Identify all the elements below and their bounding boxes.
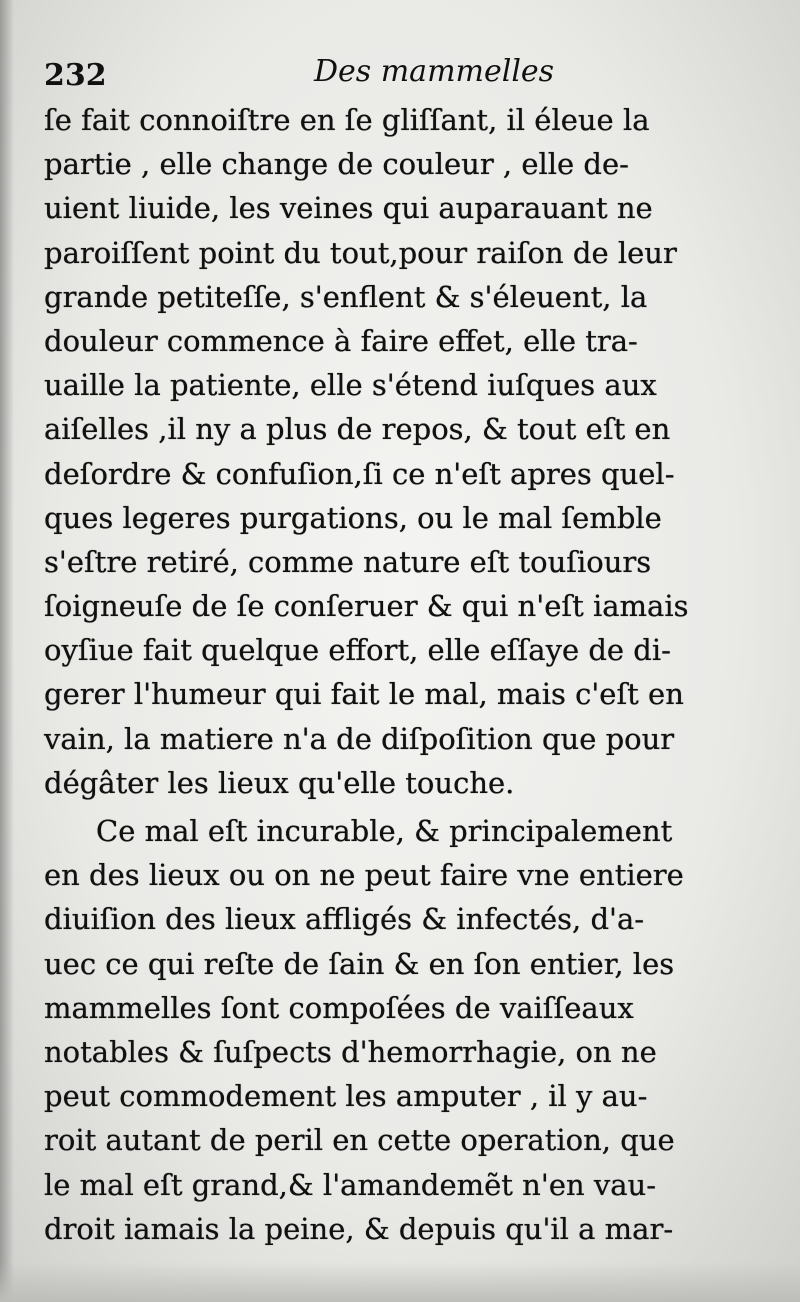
body-text bbox=[44, 98, 750, 1251]
text-line: ſe fait connoiſtre en ſe gliſſant, il éleue la bbox=[44, 103, 650, 137]
text-line: douleur commence à faire effet, elle tra- bbox=[44, 323, 638, 358]
page-header bbox=[44, 48, 744, 98]
page-bottom-shadow bbox=[0, 1262, 800, 1302]
text-line: vain, la matiere n'a de diſpoſition que pour bbox=[44, 721, 675, 756]
text-line: uaille la patiente, elle s'étend iuſques aux bbox=[44, 368, 657, 403]
text-line: deſordre & confuſion,ſi ce n'eſt apres quel- bbox=[44, 456, 675, 491]
text-line: oyſiue fait quelque effort, elle eſſaye de di- bbox=[44, 633, 671, 668]
page-edge-shadow bbox=[0, 0, 14, 1302]
text-line: peut commodement les amputer , il y au- bbox=[44, 1079, 648, 1114]
text-line: paroiſſent point du tout,pour raiſon de leur bbox=[44, 235, 677, 270]
text-line: droit iamais la peine, & depuis qu'il a mar- bbox=[44, 1211, 674, 1246]
text-line: notables & ſuſpects d'hemorrhagie, on ne bbox=[44, 1034, 657, 1069]
text-line: le mal eſt grand,& l'amandemẽt n'en vau- bbox=[44, 1167, 657, 1202]
text-line: gerer l'humeur qui fait le mal, mais c'eſt en bbox=[44, 677, 684, 712]
text-line: roit autant de peril en cette operation, que bbox=[44, 1123, 675, 1158]
text-line: ſoigneuſe de ſe conſeruer & qui n'eſt iamais bbox=[44, 589, 689, 624]
page-number: 232 bbox=[44, 58, 107, 93]
text-line: dégâter les lieux qu'elle touche. bbox=[44, 765, 515, 800]
text-line: aiſelles ,il ny a plus de repos, & tout eſt en bbox=[44, 412, 671, 447]
text-line: mammelles ſont compoſées de vaiſſeaux bbox=[44, 990, 634, 1025]
text-line: en des lieux ou on ne peut faire vne entiere bbox=[44, 858, 684, 893]
text-line: ques legeres purgations, ou le mal ſemble bbox=[44, 500, 662, 535]
text-line: s'eſtre retiré, comme nature eſt touſiours bbox=[44, 544, 652, 579]
text-line: uec ce qui reſte de ſain & en ſon entier, les bbox=[44, 946, 675, 981]
text-line: grande petiteſſe, s'enflent & s'éleuent, la bbox=[44, 279, 648, 314]
text-line: Ce mal eſt incurable, & principalement bbox=[96, 814, 673, 848]
paragraph-1 bbox=[44, 98, 750, 805]
text-line: diuiſion des lieux affligés & infectés, d'a- bbox=[44, 902, 645, 937]
text-line: uient liuide, les veines qui auparauant ne bbox=[44, 191, 653, 226]
running-title: Des mammelles bbox=[314, 54, 555, 89]
paragraph-2 bbox=[44, 809, 750, 1251]
text-line: partie , elle change de couleur , elle de- bbox=[44, 147, 629, 182]
